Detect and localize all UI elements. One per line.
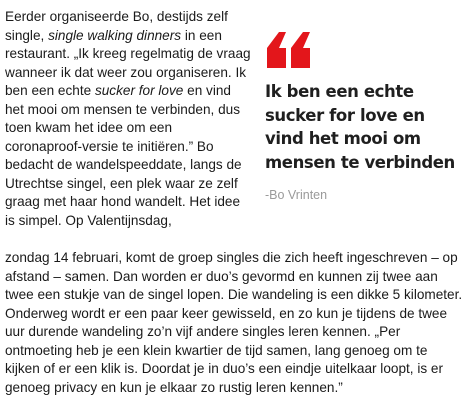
article-intro [5,8,251,230]
intro-segment-italic: single walking dinners [48,27,182,43]
quotation-mark-right [291,32,310,68]
article-continuation [5,249,465,397]
quotation-mark-icon [265,30,313,70]
pull-quote [265,30,465,202]
pull-quote-author: -Bo Vrinten [265,188,328,202]
intro-segment: in een restaurant. „Ik kreeg regelmatig de vraag wanneer ik dat weer zou organiseren. Ik ben een echte [5,27,251,98]
intro-segment: Eerder organiseerde Bo, destijds zelf single, [5,9,228,43]
quotation-mark-left [267,32,286,68]
intro-segment: en vind het mooi om mensen te verbinden, dus toen kwam het idee om een coronaproof-versie te initiëren.” Bo bedacht de wandelspeeddate, langs de Utrechtse singel, een plek waar ze zelf graag met haar hond wandelt. Het idee is simpel. Op Valentijnsdag, [5,83,242,228]
intro-segment-italic: sucker for love [94,83,184,98]
pull-quote-text: Ik ben een echte sucker for love en vind het mooi om mensen te verbinden [265,82,455,172]
intro-paragraph [5,8,251,230]
continuation-paragraph: zondag 14 februari, komt de groep singles die zich heeft ingeschreven – op afstand – samen. Dan worden er duo’s gevormd en kunnen zij twee aan twee een stukje van de singel lopen. Die wandeling is een dikke 5 kilometer. Onderweg wordt er een paar keer gewisseld, en zo kun je tijdens de twee uur durende wandeling zo’n vijf andere singles leren kennen. „Per ontmoeting heb je een klein kwartier de tijd samen, lang genoeg om te kijken of er een klik is. Doordat je in duo’s een eindje uitelkaar loopt, is er genoeg privacy en kun je elkaar zo rustig leren kennen.” [5,250,463,395]
